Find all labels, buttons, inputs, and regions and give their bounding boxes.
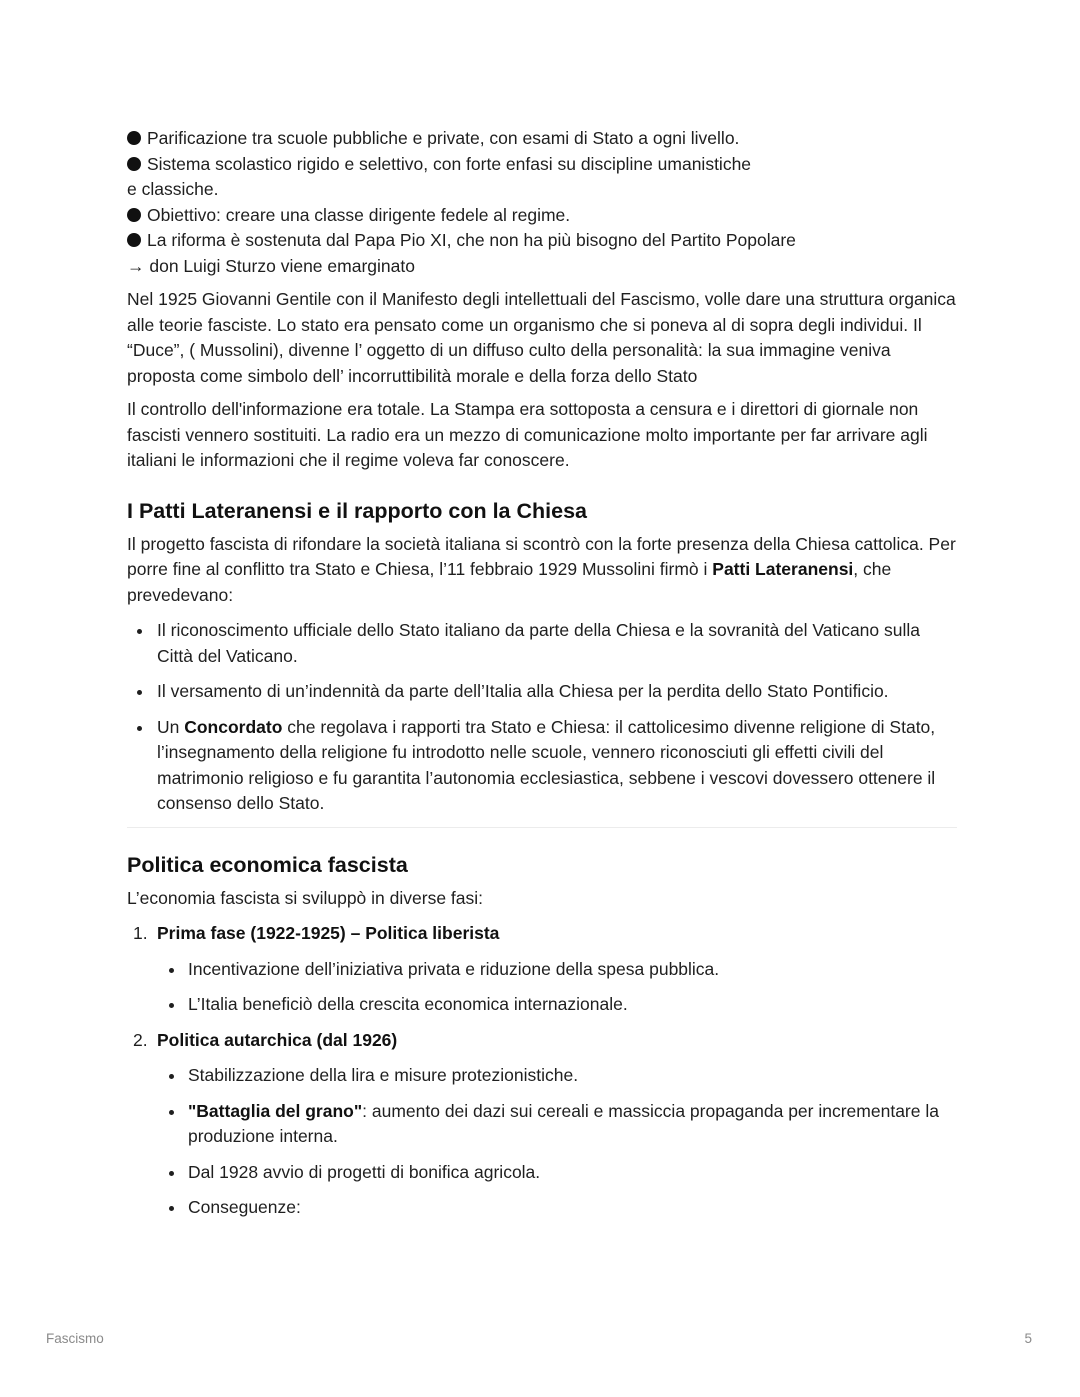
phase-sublist: [127, 957, 957, 1018]
page-content: [127, 126, 957, 1221]
list-item: Dal 1928 avvio di progetti di bonifica agricola.: [127, 1160, 957, 1186]
bullet-dot-icon: [127, 131, 141, 145]
paragraph-informazione: Il controllo dell'informazione era totale. La Stampa era sottoposta a censura e i direttori di giornale non fascisti vennero sostituiti. La radio era un mezzo di comunicazione molto importante per far arrivare agli italiani le informazioni che il regime voleva far conoscere.: [127, 399, 928, 470]
list-item: L’Italia beneficiò della crescita economica internazionale.: [127, 992, 957, 1018]
reform-point: Sistema scolastico rigido e selettivo, con forte enfasi su discipline umanistiche: [127, 152, 957, 178]
patti-list: [127, 618, 957, 817]
phase-title: 2. Politica autarchica (dal 1926): [133, 1029, 398, 1050]
reform-point: La riforma è sostenuta dal Papa Pio XI, che non ha più bisogno del Partito Popolare: [127, 228, 957, 254]
phase-title: 1. Prima fase (1922-1925) – Politica liberista: [133, 923, 500, 943]
reform-point: Obiettivo: creare una classe dirigente fedele al regime.: [127, 203, 957, 229]
footer-page-number: 5: [1024, 1331, 1032, 1346]
heading-politica-economica: Politica economica fascista: [127, 852, 408, 877]
list-item: Stabilizzazione della lira e misure protezionistiche.: [127, 1063, 957, 1089]
school-reform-points: [127, 126, 957, 279]
reform-point-continuation: e classiche.: [127, 179, 219, 199]
list-item: Conseguenze:: [127, 1195, 957, 1221]
list-item: Il versamento di un’indennità da parte dell’Italia alla Chiesa per la perdita dello Stato Pontificio.: [127, 679, 957, 705]
economia-intro: L’economia fascista si sviluppò in diverse fasi:: [127, 887, 484, 908]
bullet-dot-icon: [127, 208, 141, 222]
divider: [127, 827, 957, 828]
paragraph-gentile: Nel 1925 Giovanni Gentile con il Manifesto degli intellettuali del Fascismo, volle dare una struttura organica alle teorie fasciste. Lo stato era pensato come un organismo che si poneva al di sopra degli individui. Il “Duce”, ( Mussolini), divenne l’ oggetto di un diffuso culto della personalità: la sua immagine veniva proposta come simbolo dell’ incorruttibilità morale e della forza dello Stato: [127, 289, 956, 386]
phases-list: [127, 921, 957, 1221]
patti-intro: Il progetto fascista di rifondare la società italiana si scontrò con la forte presenza della Chiesa cattolica. Per porre fine al conflitto tra Stato e Chiesa, l’11 febbraio 1929 Mussolini firmò i Patti Lateranensi, che prevedevano:: [127, 533, 956, 605]
bullet-dot-icon: [127, 233, 141, 247]
footer-document-title: Fascismo: [46, 1331, 104, 1346]
bullet-dot-icon: [127, 157, 141, 171]
phase-item: [127, 921, 957, 1018]
list-item: "Battaglia del grano": aumento dei dazi sui cereali e massiccia propaganda per incrementare la produzione interna.: [127, 1099, 957, 1150]
list-item: Il riconoscimento ufficiale dello Stato italiano da parte della Chiesa e la sovranità del Vaticano sulla Città del Vaticano.: [127, 618, 957, 669]
reform-point-continuation: → don Luigi Sturzo viene emarginato: [127, 255, 415, 276]
heading-patti-lateranensi: I Patti Lateranensi e il rapporto con la Chiesa: [127, 498, 587, 523]
phase-item: [127, 1028, 957, 1221]
list-item: Un Concordato che regolava i rapporti tra Stato e Chiesa: il cattolicesimo divenne religione di Stato, l’insegnamento della religione fu introdotto nelle scuole, vennero riconosciuti gli effetti civili del matrimonio religioso e fu garantita l’autonomia ecclesiastica, sebbene i vescovi dovessero ottenere il consenso dello Stato.: [127, 715, 957, 817]
list-item: Incentivazione dell’iniziativa privata e riduzione della spesa pubblica.: [127, 957, 957, 983]
phase-sublist: [127, 1063, 957, 1221]
reform-point: Parificazione tra scuole pubbliche e private, con esami di Stato a ogni livello.: [127, 126, 957, 152]
